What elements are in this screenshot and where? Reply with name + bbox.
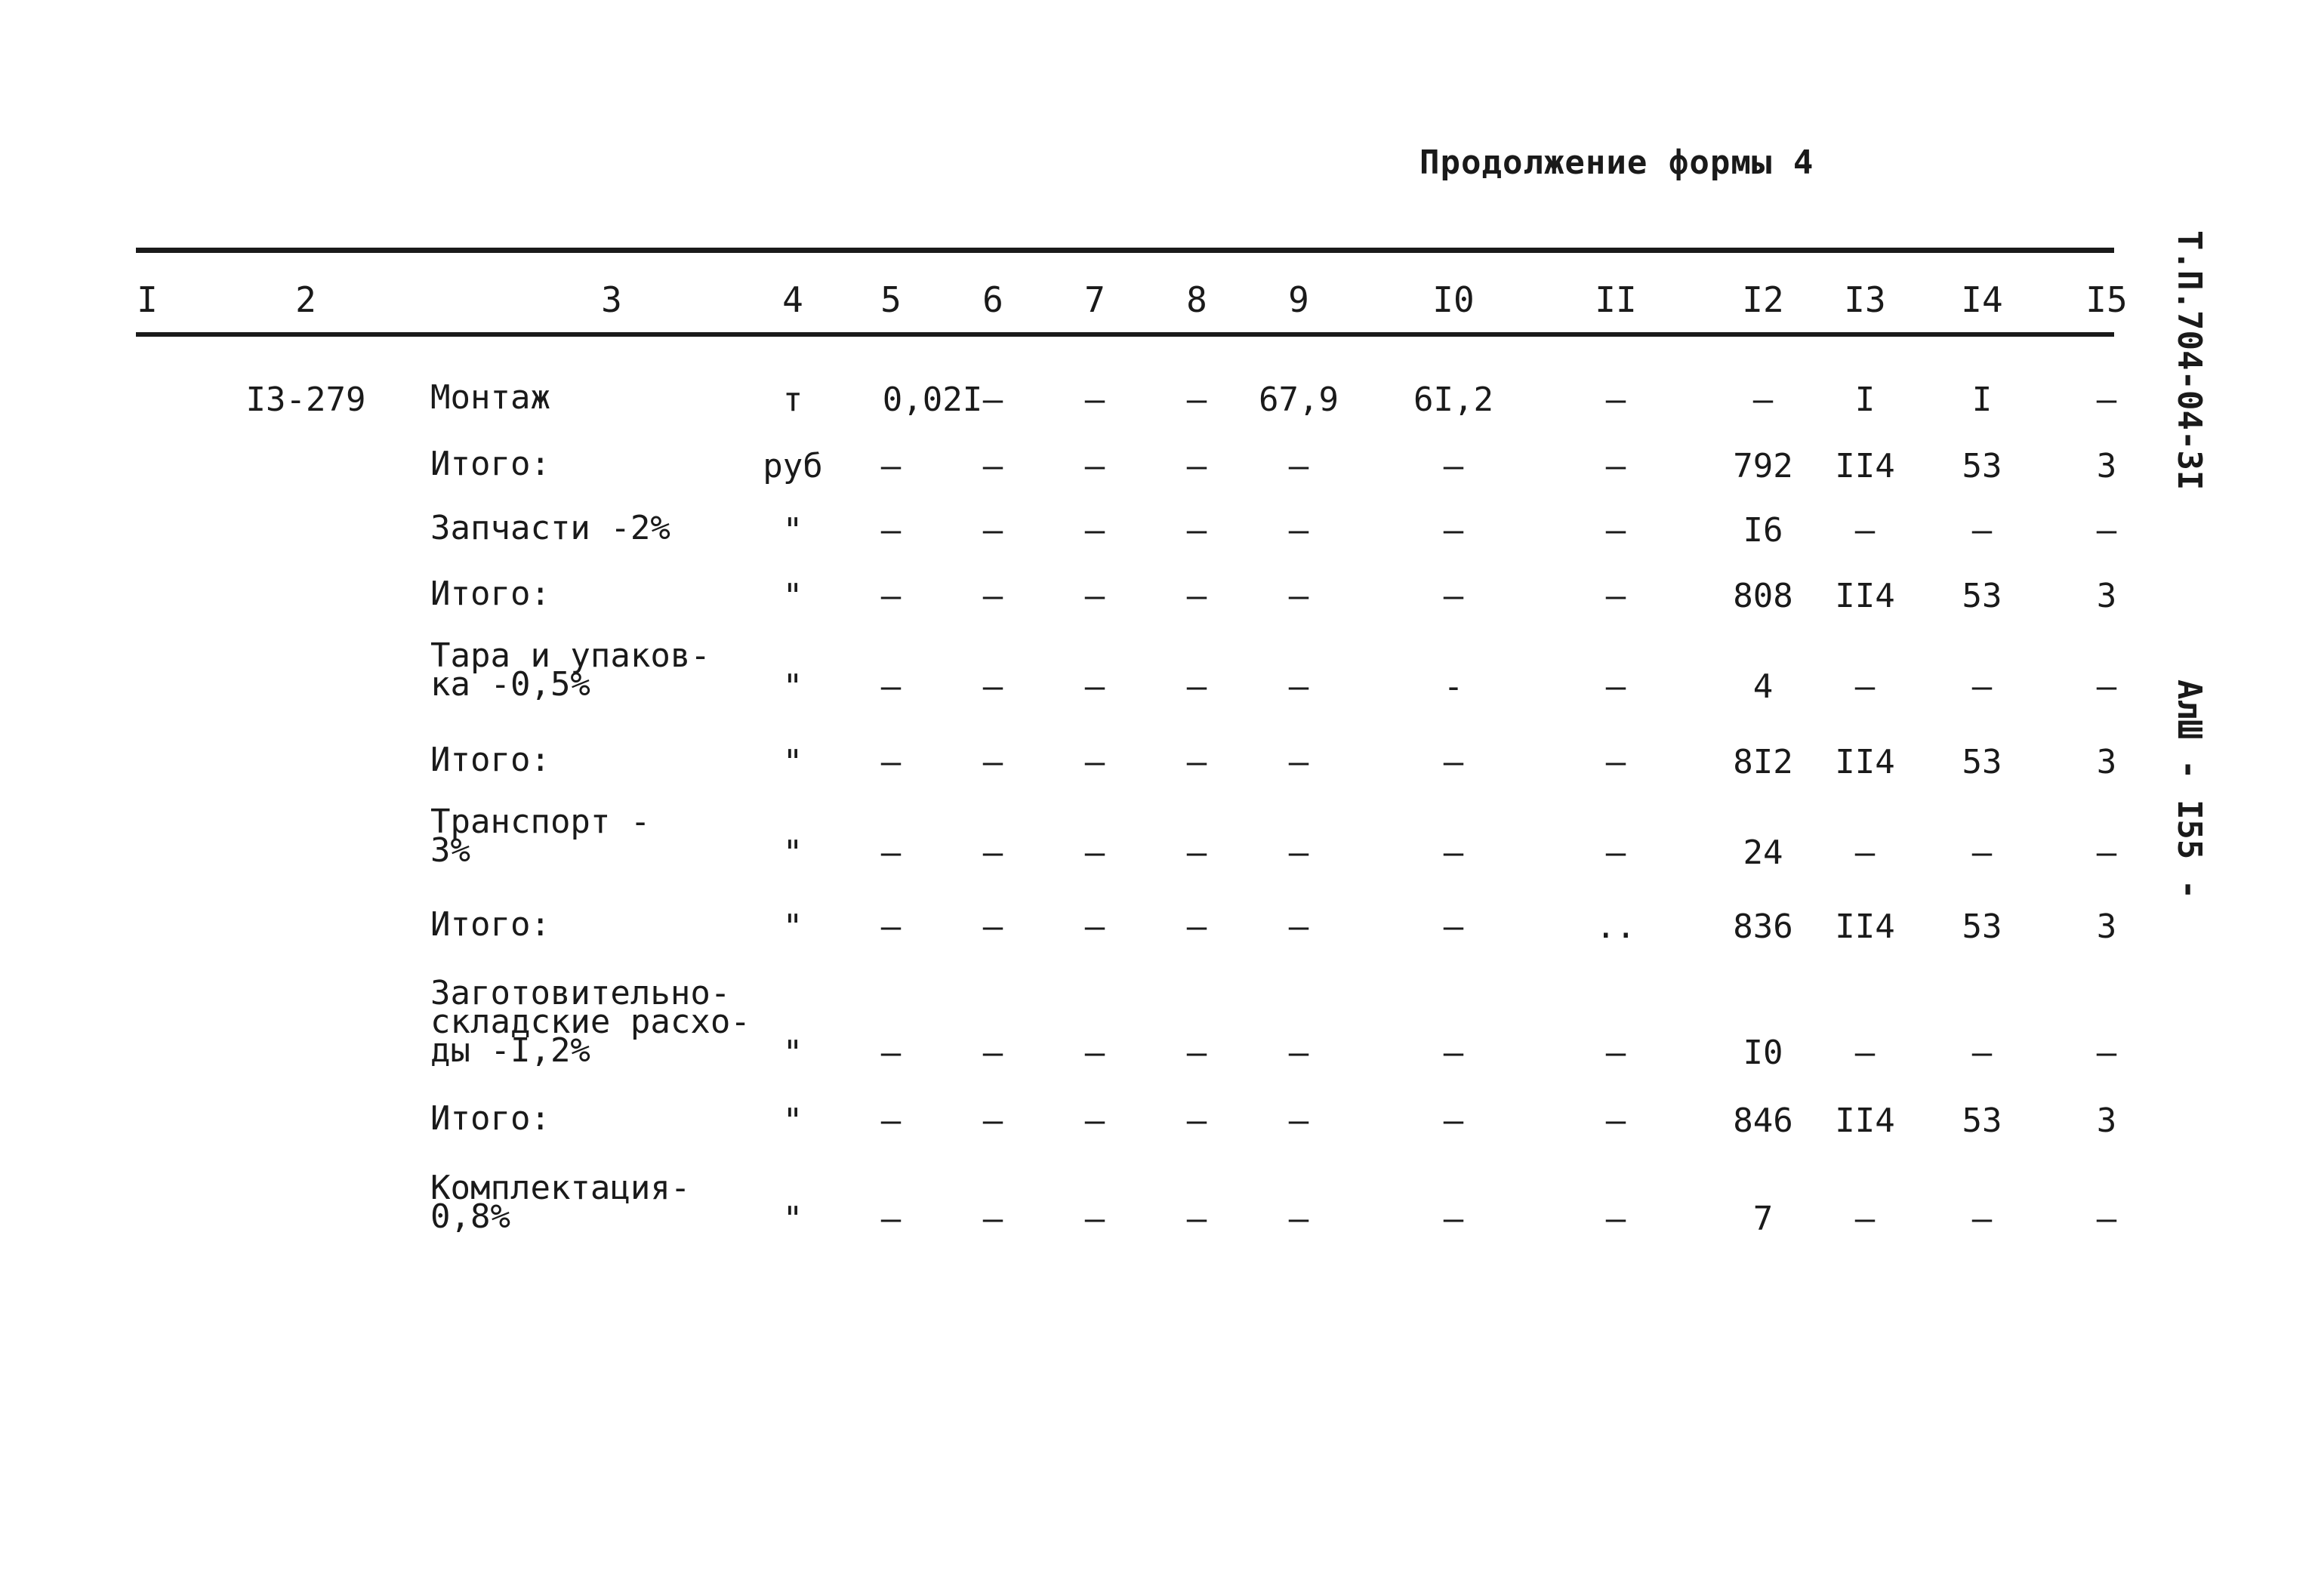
row-label: Итого: xyxy=(430,905,550,944)
cell-col-7: – xyxy=(1084,907,1105,946)
cell-col-14: 53 xyxy=(1962,743,2002,781)
cell-col-14: – xyxy=(1971,1200,1993,1238)
cell-col-14: – xyxy=(1971,833,1993,872)
cell-col-11: .. xyxy=(1595,907,1636,946)
cell-col-12: – xyxy=(1752,381,1774,419)
cell-col-11: – xyxy=(1605,511,1626,550)
column-number-15: I5 xyxy=(2085,279,2128,320)
cell-col-12: 792 xyxy=(1733,447,1793,485)
cell-col-14: 53 xyxy=(1962,447,2002,485)
cell-col-6: – xyxy=(982,667,1003,706)
cell-col-15: 3 xyxy=(2096,447,2117,485)
cell-col-11: – xyxy=(1605,1200,1626,1238)
cell-col-14: 53 xyxy=(1962,577,2002,615)
cell-col-8: – xyxy=(1186,511,1207,550)
cell-col-9: – xyxy=(1288,833,1309,872)
column-number-12: I2 xyxy=(1742,279,1784,320)
row-unit: " xyxy=(782,833,803,872)
column-number-10: I0 xyxy=(1432,279,1475,320)
cell-col-7: – xyxy=(1084,667,1105,706)
cell-col-14: 53 xyxy=(1962,1101,2002,1140)
cell-col-8: – xyxy=(1186,447,1207,485)
cell-col-6: – xyxy=(982,743,1003,781)
cell-col-7: – xyxy=(1084,1034,1105,1072)
cell-col-11: – xyxy=(1605,833,1626,872)
column-number-11: II xyxy=(1595,279,1637,320)
cell-col-13: II4 xyxy=(1835,743,1895,781)
cell-col-10: – xyxy=(1443,907,1464,946)
cell-col-14: 53 xyxy=(1962,907,2002,946)
cell-col-12: 4 xyxy=(1752,667,1774,706)
cell-col-6: – xyxy=(982,1101,1003,1140)
cell-col-9: – xyxy=(1288,743,1309,781)
cell-col-6: – xyxy=(982,577,1003,615)
cell-col-5: – xyxy=(880,511,902,550)
row-unit: " xyxy=(782,1101,803,1140)
row-label: Итого: xyxy=(430,575,550,613)
cell-col-9: – xyxy=(1288,667,1309,706)
cell-col-5: – xyxy=(880,577,902,615)
cell-col-9: – xyxy=(1288,1034,1309,1072)
column-number-14: I4 xyxy=(1961,279,2003,320)
row-label: Запчасти -2% xyxy=(430,509,670,547)
table-top-rule xyxy=(136,248,2114,253)
cell-col-8: – xyxy=(1186,1200,1207,1238)
cell-col-13: I xyxy=(1854,381,1876,419)
cell-col-10: – xyxy=(1443,511,1464,550)
cell-col-11: – xyxy=(1605,447,1626,485)
cell-col-8: – xyxy=(1186,1101,1207,1140)
cell-col-13: – xyxy=(1854,1034,1876,1072)
column-number-6: 6 xyxy=(982,279,1003,320)
margin-drawing-code: Т.П.704-04-3I xyxy=(2170,230,2209,491)
cell-col-7: – xyxy=(1084,1101,1105,1140)
cell-col-6: – xyxy=(982,511,1003,550)
row-label: Комплектация- 0,8% xyxy=(430,1169,691,1236)
cell-col-5: – xyxy=(880,743,902,781)
row-code: I3-279 xyxy=(245,381,366,419)
cell-col-8: – xyxy=(1186,667,1207,706)
cell-col-5: – xyxy=(880,1101,902,1140)
cell-col-5: – xyxy=(880,1200,902,1238)
cell-col-11: – xyxy=(1605,743,1626,781)
row-unit: " xyxy=(782,1200,803,1238)
cell-col-5: – xyxy=(880,907,902,946)
cell-col-10: - xyxy=(1443,667,1464,706)
cell-col-10: – xyxy=(1443,743,1464,781)
margin-sheet-number: АлШ - I55 - xyxy=(2170,679,2209,900)
cell-col-13: II4 xyxy=(1835,1101,1895,1140)
cell-col-13: – xyxy=(1854,511,1876,550)
column-number-9: 9 xyxy=(1288,279,1309,320)
page-heading: Продолжение формы 4 xyxy=(1419,143,1814,182)
cell-col-8: – xyxy=(1186,577,1207,615)
cell-col-8: – xyxy=(1186,743,1207,781)
column-number-8: 8 xyxy=(1186,279,1207,320)
cell-col-15: 3 xyxy=(2096,907,2117,946)
cell-col-7: – xyxy=(1084,743,1105,781)
cell-col-10: – xyxy=(1443,1034,1464,1072)
cell-col-13: II4 xyxy=(1835,447,1895,485)
column-number-7: 7 xyxy=(1084,279,1105,320)
cell-col-9: – xyxy=(1288,447,1309,485)
row-label: Итого: xyxy=(430,741,550,779)
cell-col-7: – xyxy=(1084,833,1105,872)
column-number-13: I3 xyxy=(1844,279,1886,320)
cell-col-7: – xyxy=(1084,381,1105,419)
row-unit: " xyxy=(782,743,803,781)
cell-col-12: 836 xyxy=(1733,907,1793,946)
cell-col-10: 6I,2 xyxy=(1413,381,1493,419)
cell-col-9: – xyxy=(1288,907,1309,946)
cell-col-9: – xyxy=(1288,1200,1309,1238)
cell-col-9: – xyxy=(1288,511,1309,550)
cell-col-12: 846 xyxy=(1733,1101,1793,1140)
row-label: Тара и упаков- ка -0,5% xyxy=(430,636,711,704)
cell-col-5: – xyxy=(880,833,902,872)
cell-col-15: – xyxy=(2096,667,2117,706)
row-unit: " xyxy=(782,907,803,946)
cell-col-12: I6 xyxy=(1743,511,1783,550)
cell-col-6: – xyxy=(982,907,1003,946)
cell-col-12: 7 xyxy=(1752,1200,1774,1238)
table-header-rule xyxy=(136,332,2114,337)
row-label: Монтаж xyxy=(430,378,550,417)
cell-col-6: – xyxy=(982,381,1003,419)
cell-col-11: – xyxy=(1605,1101,1626,1140)
cell-col-9: – xyxy=(1288,577,1309,615)
cell-col-15: – xyxy=(2096,381,2117,419)
cell-col-12: I0 xyxy=(1743,1034,1783,1072)
row-unit: " xyxy=(782,577,803,615)
cell-col-15: 3 xyxy=(2096,577,2117,615)
cell-col-13: II4 xyxy=(1835,907,1895,946)
cell-col-7: – xyxy=(1084,511,1105,550)
cell-col-11: – xyxy=(1605,1034,1626,1072)
cell-col-10: – xyxy=(1443,447,1464,485)
row-unit: " xyxy=(782,667,803,706)
cell-col-11: – xyxy=(1605,577,1626,615)
cell-col-13: II4 xyxy=(1835,577,1895,615)
cell-col-7: – xyxy=(1084,447,1105,485)
cell-col-15: – xyxy=(2096,833,2117,872)
cell-col-5: – xyxy=(880,447,902,485)
row-label: Транспорт - 3% xyxy=(430,803,651,870)
cell-col-15: 3 xyxy=(2096,1101,2117,1140)
cell-col-6: – xyxy=(982,833,1003,872)
cell-col-10: – xyxy=(1443,833,1464,872)
cell-col-15: 3 xyxy=(2096,743,2117,781)
cell-col-12: 808 xyxy=(1733,577,1793,615)
cell-col-15: – xyxy=(2096,1200,2117,1238)
cell-col-14: I xyxy=(1971,381,1993,419)
column-number-1: I xyxy=(137,279,158,320)
cell-col-8: – xyxy=(1186,833,1207,872)
column-number-5: 5 xyxy=(880,279,902,320)
cell-col-8: – xyxy=(1186,907,1207,946)
cell-col-5: 0,02I xyxy=(882,381,983,419)
cell-col-5: – xyxy=(880,667,902,706)
cell-col-13: – xyxy=(1854,833,1876,872)
cell-col-13: – xyxy=(1854,667,1876,706)
row-unit: т xyxy=(782,381,803,419)
cell-col-6: – xyxy=(982,1200,1003,1238)
cell-col-11: – xyxy=(1605,381,1626,419)
row-label: Итого: xyxy=(430,1099,550,1138)
row-unit: руб xyxy=(763,447,823,485)
cell-col-10: – xyxy=(1443,577,1464,615)
column-number-4: 4 xyxy=(782,279,803,320)
cell-col-7: – xyxy=(1084,577,1105,615)
cell-col-6: – xyxy=(982,1034,1003,1072)
cell-col-12: 24 xyxy=(1743,833,1783,872)
column-number-3: 3 xyxy=(601,279,622,320)
cell-col-5: – xyxy=(880,1034,902,1072)
row-label: Итого: xyxy=(430,445,550,483)
cell-col-12: 8I2 xyxy=(1733,743,1793,781)
row-label: Заготовительно- складские расхо- ды -I,2% xyxy=(430,974,751,1070)
cell-col-14: – xyxy=(1971,511,1993,550)
cell-col-8: – xyxy=(1186,381,1207,419)
cell-col-11: – xyxy=(1605,667,1626,706)
cell-col-10: – xyxy=(1443,1101,1464,1140)
cell-col-13: – xyxy=(1854,1200,1876,1238)
cell-col-9: – xyxy=(1288,1101,1309,1140)
cell-col-9: 67,9 xyxy=(1259,381,1339,419)
cell-col-14: – xyxy=(1971,667,1993,706)
cell-col-8: – xyxy=(1186,1034,1207,1072)
row-unit: " xyxy=(782,511,803,550)
row-unit: " xyxy=(782,1034,803,1072)
cell-col-15: – xyxy=(2096,511,2117,550)
cell-col-6: – xyxy=(982,447,1003,485)
column-number-2: 2 xyxy=(295,279,316,320)
cell-col-14: – xyxy=(1971,1034,1993,1072)
cell-col-10: – xyxy=(1443,1200,1464,1238)
cell-col-15: – xyxy=(2096,1034,2117,1072)
cell-col-7: – xyxy=(1084,1200,1105,1238)
